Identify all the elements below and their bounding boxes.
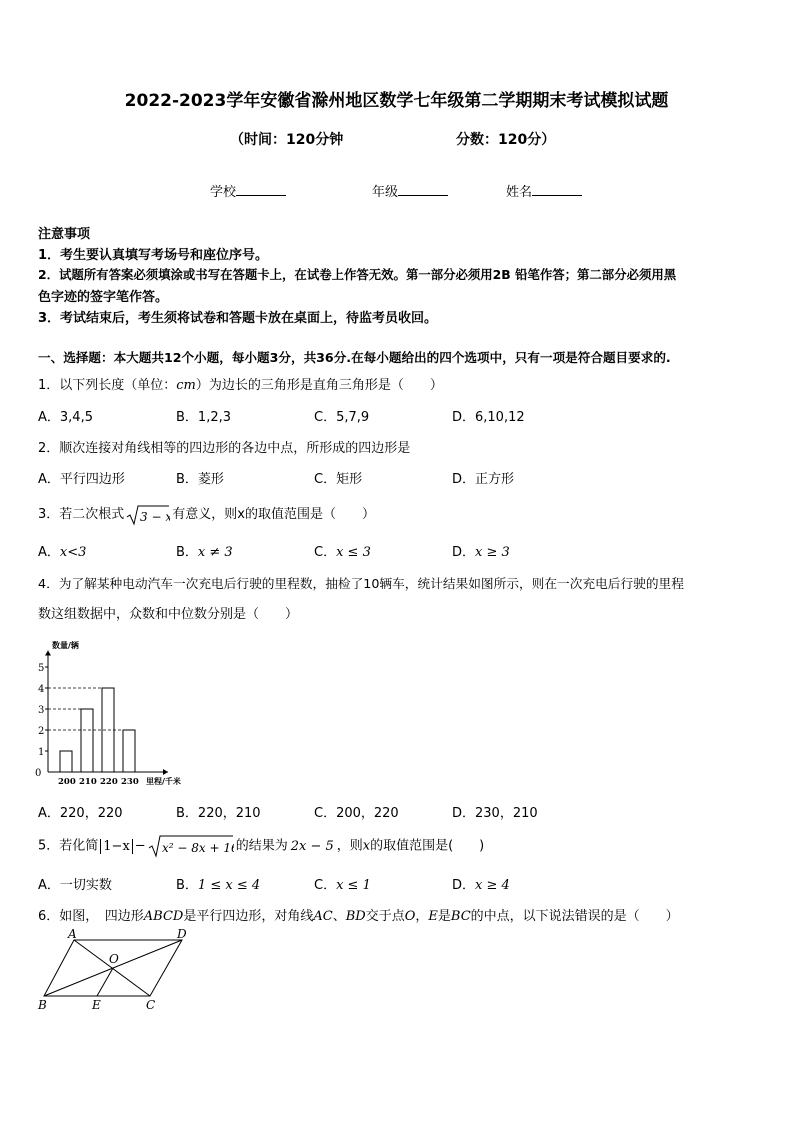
q6-ac: AC — [313, 909, 333, 924]
q4-option-d: D．230，210 — [452, 806, 538, 821]
question-1-stem — [38, 374, 443, 393]
q5-option-a: A．一切实数 — [38, 878, 112, 893]
grade-blank — [398, 182, 448, 196]
q5-text-pre: 5．若化简 — [38, 838, 99, 854]
point-label-e: E — [92, 998, 101, 1012]
q6-e: E — [428, 909, 438, 924]
chart-y-tick-label: 1 — [38, 747, 45, 758]
chart-bars — [60, 688, 135, 772]
q2-option-c: C．矩形 — [314, 472, 363, 487]
q5-b-math: 1 ≤ x ≤ 4 — [197, 878, 261, 893]
q4-option-c: C．200，220 — [314, 806, 399, 821]
q5-radicand: x² − 8x + 16 — [161, 841, 234, 855]
q3-d-prefix: D． — [452, 545, 476, 560]
chart-origin-label: 0 — [35, 768, 42, 779]
point-label-o: O — [109, 952, 119, 966]
name-blank — [532, 182, 582, 196]
chart-category-label: 200 — [58, 777, 76, 787]
chart-bar — [123, 730, 135, 772]
question-6-stem — [38, 905, 679, 924]
section-1-heading: 一、选择题：本大题共12个小题，每小题3分，共36分.在每小题给出的四个选项中，只有一项是符合题目要求的. — [38, 350, 671, 365]
q5-text-mid: 的结果为 — [235, 838, 288, 854]
q3-text-post: 有意义，则x的取值范围是（ ） — [172, 507, 375, 522]
q1-option-b: B．1,2,3 — [176, 410, 231, 425]
note-1: 1．考生要认真填写考场号和座位序号。 — [38, 248, 269, 263]
q3-option-b — [176, 541, 233, 560]
q4-option-b: B．220，210 — [176, 806, 261, 821]
q3-radical — [126, 504, 170, 526]
q6-text-6: 的中点，以下说法错误的是（ ） — [470, 909, 679, 924]
q6-abcd: ABCD — [143, 909, 184, 924]
q6-text-1: 是平行四边形，对角线 — [183, 909, 314, 924]
q5-text-post: ，则 — [336, 838, 363, 854]
vertex-label-d: D — [177, 928, 187, 941]
q6-o: O — [404, 909, 416, 924]
grade-field — [372, 181, 448, 200]
q1-text-pre: 1．以下列长度（单位： — [38, 378, 177, 393]
q6-text-4: ， — [415, 909, 429, 924]
exam-time: （时间：120分钟 — [230, 132, 344, 148]
chart-y-arrow — [45, 651, 51, 656]
q3-option-a — [38, 541, 86, 560]
vertex-label-c: C — [146, 998, 156, 1012]
q3-d-math: x ≥ 3 — [475, 545, 510, 560]
q5-text-tail: 的取值范围是( ) — [370, 838, 485, 854]
q2-option-d: D．正方形 — [452, 472, 515, 487]
q3-option-d — [452, 541, 510, 560]
q6-bc: BC — [450, 909, 471, 924]
mileage-bar-chart — [30, 636, 200, 788]
chart-x-axis-label: 里程/千米 — [146, 777, 181, 786]
exam-title: 2022-2023学年安徽省滁州地区数学七年级第二学期期末考试模拟试题 — [124, 91, 669, 111]
q5-b-prefix: B． — [176, 878, 198, 893]
q1-option-c: C．5,7,9 — [314, 410, 370, 425]
vertex-label-a: A — [68, 928, 77, 941]
chart-y-tick-label: 4 — [38, 684, 45, 695]
q5-abs-expr: 1−x — [100, 839, 133, 854]
q5-c-math: x ≤ 1 — [336, 878, 371, 893]
q6-text-pre: 6．如图， 四边形 — [38, 909, 144, 924]
chart-y-tick-label: 2 — [38, 726, 45, 737]
q6-text-5: 是 — [437, 909, 451, 924]
q3-radicand: 3 − x — [140, 509, 171, 524]
question-5-stem — [38, 834, 484, 858]
exam-score: 分数：120分） — [456, 132, 556, 148]
name-label: 姓名 — [506, 185, 533, 200]
q2-option-a: A．平行四边形 — [38, 472, 125, 487]
question-4-line-2: 数这组数据中，众数和中位数分别是（ ） — [38, 607, 299, 622]
chart-category-label: 220 — [100, 777, 118, 787]
segment-oe — [97, 968, 113, 996]
chart-y-tick-label: 5 — [38, 663, 45, 674]
q5-c-prefix: C． — [314, 878, 337, 893]
q3-a-prefix: A． — [38, 545, 60, 560]
q6-bd: BD — [345, 909, 366, 924]
question-4-line-1: 4．为了解某种电动汽车一次充电后行驶的里程数，抽检了10辆车，统计结果如图所示，则在一次充电后行驶的里程 — [38, 576, 684, 591]
q5-radical — [148, 834, 234, 858]
q1-option-d: D．6,10,12 — [452, 410, 525, 425]
note-3: 3．考试结束后，考生须将试卷和答题卡放在桌面上，待监考员收回。 — [38, 311, 438, 326]
chart-x-arrow — [163, 769, 168, 775]
q1-unit: cm — [176, 378, 196, 393]
q3-c-math: x ≤ 3 — [336, 545, 371, 560]
parallelogram-lines — [44, 940, 182, 996]
school-field — [210, 181, 286, 200]
q2-option-b: B．菱形 — [176, 472, 224, 487]
question-2-stem: 2．顺次连接对角线相等的四边形的各边中点，所形成的四边形是 — [38, 441, 411, 456]
q4-option-a: A．220，220 — [38, 806, 123, 821]
grade-label: 年级 — [372, 185, 399, 200]
note-2a: 2．试题所有答案必须填涂或书写在答题卡上，在试卷上作答无效。第一部分必须用2B 铅笔作答；第二部分必须用黑 — [38, 267, 677, 282]
chart-axes — [45, 651, 168, 776]
q3-b-prefix: B． — [176, 545, 198, 560]
q5-option-b — [176, 874, 260, 893]
q3-option-c — [314, 541, 371, 560]
q3-text-pre: 3．若二次根式 — [38, 507, 125, 522]
q5-var: x — [362, 838, 371, 854]
parallelogram-figure — [30, 928, 200, 1014]
q3-a-math: x<3 — [59, 545, 87, 560]
q6-text-2: 、 — [332, 909, 346, 924]
q5-minus: − — [134, 838, 146, 854]
chart-category-label: 210 — [79, 777, 97, 787]
vertex-label-b: B — [38, 998, 47, 1012]
q5-option-c — [314, 874, 371, 893]
chart-category-label: 230 — [121, 777, 139, 787]
q6-text-3: 交于点 — [365, 909, 405, 924]
q1-text-post: ）为边长的三角形是直角三角形是（ ） — [195, 378, 443, 393]
q3-b-math: x ≠ 3 — [197, 545, 233, 560]
school-label: 学校 — [210, 185, 237, 200]
chart-labels — [35, 640, 181, 787]
q5-d-math: x ≥ 4 — [475, 878, 510, 893]
chart-bar — [60, 751, 72, 772]
school-blank — [236, 182, 286, 196]
q5-d-prefix: D． — [452, 878, 476, 893]
q5-option-d — [452, 874, 510, 893]
q3-c-prefix: C． — [314, 545, 337, 560]
chart-y-tick-label: 3 — [38, 705, 45, 716]
question-3-stem — [38, 503, 375, 526]
note-2b: 色字迹的签字笔作答。 — [38, 290, 169, 305]
chart-bar — [81, 709, 93, 772]
notes-title: 注意事项 — [38, 227, 91, 242]
chart-y-axis-label: 数量/辆 — [52, 641, 79, 650]
q5-result: 2x − 5 — [290, 838, 334, 854]
name-field — [506, 181, 582, 200]
q1-option-a: A．3,4,5 — [38, 410, 93, 425]
